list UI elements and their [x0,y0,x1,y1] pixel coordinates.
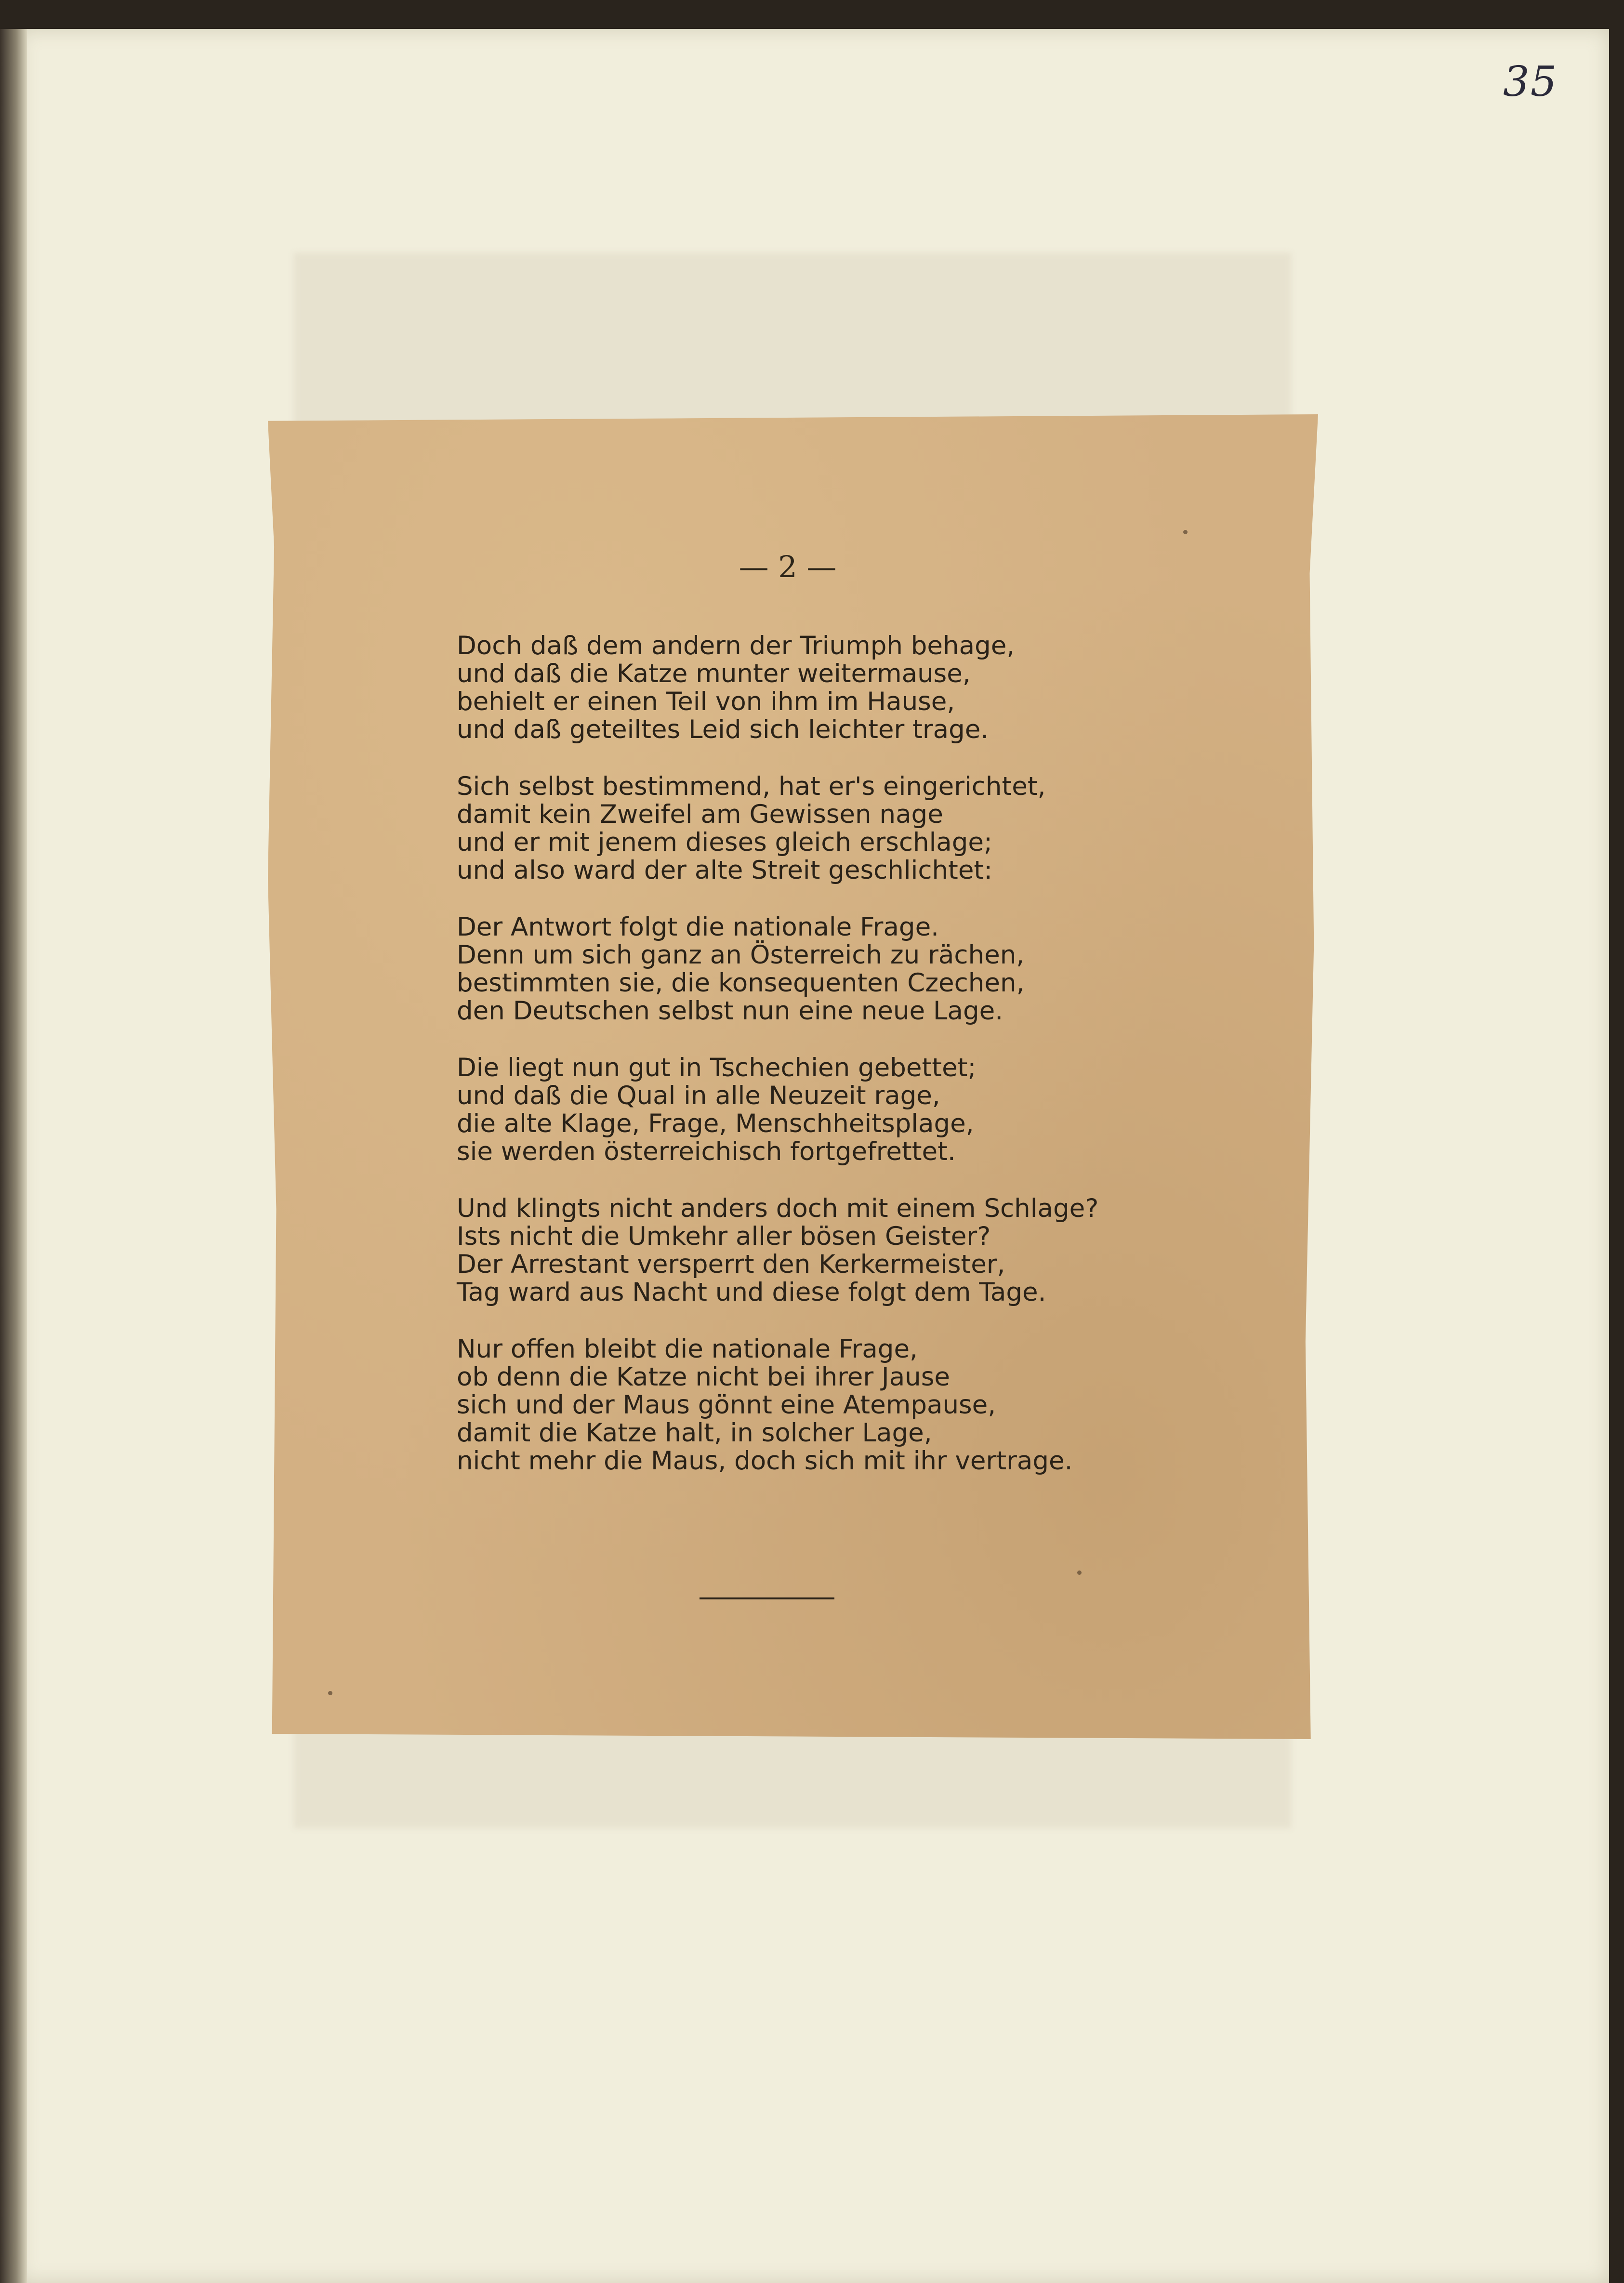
poem-line: Der Antwort folgt die nationale Frage. [457,912,939,942]
poem-line: Die liegt nun gut in Tschechien gebettet; [457,1053,977,1082]
poem-line: Doch daß dem andern der Triumph behage, [457,631,1015,660]
poem-line: Sich selbst bestimmend, hat er's eingerichtet, [457,772,1046,801]
poem-line: sie werden österreichisch fortgefrettet. [457,1137,956,1166]
stanza [457,1054,1141,1166]
poem-line: Nur offen bleibt die nationale Frage, [457,1334,918,1364]
poem-line: und daß die Qual in alle Neuzeit rage, [457,1081,940,1110]
stanza [457,632,1141,744]
poem-line: nicht mehr die Maus, doch sich mit ihr vertrage. [457,1446,1073,1476]
poem-line: Denn um sich ganz an Österreich zu rächen, [457,940,1025,970]
poem-line: ob denn die Katze nicht bei ihrer Jause [457,1362,950,1392]
poem-line: und er mit jenem dieses gleich erschlage; [457,828,992,857]
stanza [457,913,1141,1025]
poem-line: und also ward der alte Streit geschlichtet: [457,856,993,885]
end-rule-divider [700,1597,834,1599]
page-number: — 2 — [739,549,837,584]
stanza [457,1335,1141,1475]
poem-line: Der Arrestant versperrt den Kerkermeister, [457,1250,1005,1279]
poem-line: behielt er einen Teil von ihm im Hause, [457,687,955,716]
folio-number: 35 [1503,58,1558,106]
poem-line: damit die Katze halt, in solcher Lage, [457,1418,932,1448]
poem-line: die alte Klage, Frage, Menschheitsplage, [457,1109,974,1138]
poem-line: sich und der Maus gönnt eine Atempause, [457,1390,996,1420]
poem [457,632,1141,1504]
stanza [457,773,1141,884]
poem-line: Ists nicht die Umkehr aller bösen Geister? [457,1222,991,1251]
paper-speck [1077,1570,1082,1575]
poem-line: und daß geteiltes Leid sich leichter trage. [457,715,989,744]
poem-line: den Deutschen selbst nun eine neue Lage. [457,996,1003,1026]
stanza [457,1195,1141,1306]
poem-line: damit kein Zweifel am Gewissen nage [457,800,943,829]
poem-line: bestimmten sie, die konsequenten Czechen, [457,968,1025,998]
binding-edge [0,29,27,2283]
poem-line: Und klingts nicht anders doch mit einem Schlage? [457,1194,1099,1223]
poem-line: Tag ward aus Nacht und diese folgt dem Tage. [457,1278,1046,1307]
paper-speck [328,1691,332,1695]
paper-speck [1183,530,1188,534]
poem-line: und daß die Katze munter weitermause, [457,659,971,688]
